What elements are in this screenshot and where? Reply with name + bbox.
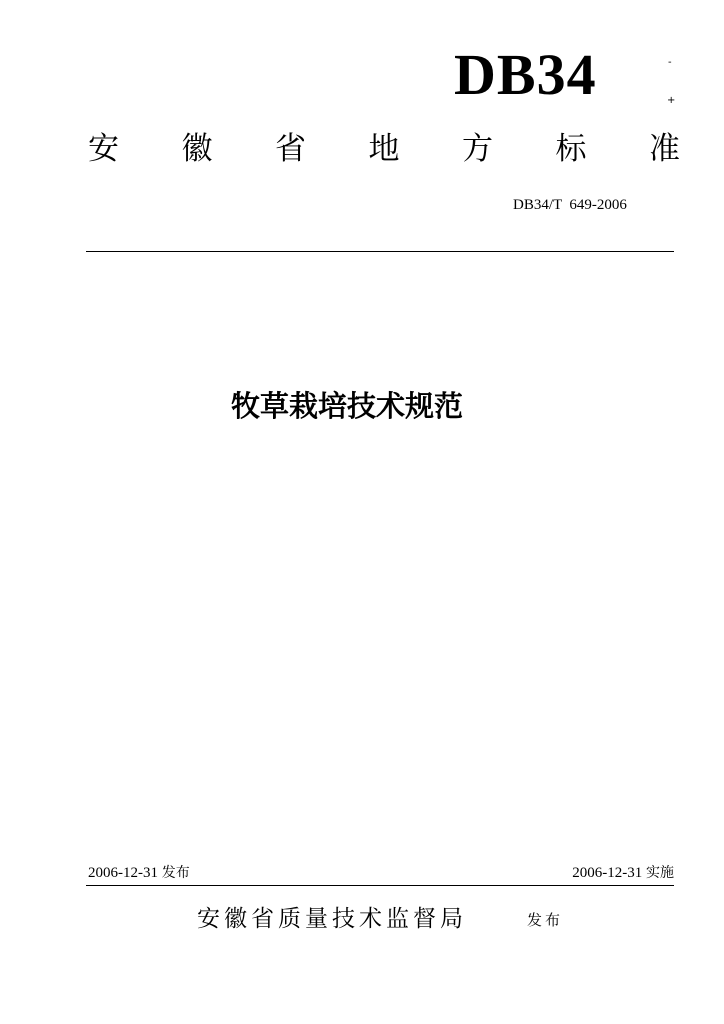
standard-type-title xyxy=(88,131,680,167)
publisher-name: 安徽省质量技术监督局 xyxy=(197,906,467,932)
title-char: 方 xyxy=(462,131,493,167)
title-char: 标 xyxy=(555,131,587,167)
implement-label: 实施 xyxy=(646,865,674,881)
title-char: 地 xyxy=(368,131,400,167)
document-title: 牧草栽培技术规范 xyxy=(231,389,464,423)
issue-date: 2006-12-31 xyxy=(88,865,158,881)
title-char: 准 xyxy=(649,131,680,167)
title-char: 安 xyxy=(88,131,119,167)
implement-date-line xyxy=(572,866,674,881)
standard-code: DB34 xyxy=(454,42,597,107)
publish-label: 发布 xyxy=(527,911,564,929)
bottom-divider xyxy=(86,885,674,886)
issue-label: 发布 xyxy=(161,865,190,881)
top-divider xyxy=(86,251,674,252)
corner-mark-plus: + xyxy=(667,95,676,106)
title-char: 省 xyxy=(275,131,306,167)
issue-date-line xyxy=(88,866,190,881)
standard-number: DB34/T 649-2006 xyxy=(513,197,627,213)
title-char: 徽 xyxy=(181,131,213,167)
implement-date: 2006-12-31 xyxy=(572,865,643,881)
corner-mark-minus: - xyxy=(668,57,672,68)
